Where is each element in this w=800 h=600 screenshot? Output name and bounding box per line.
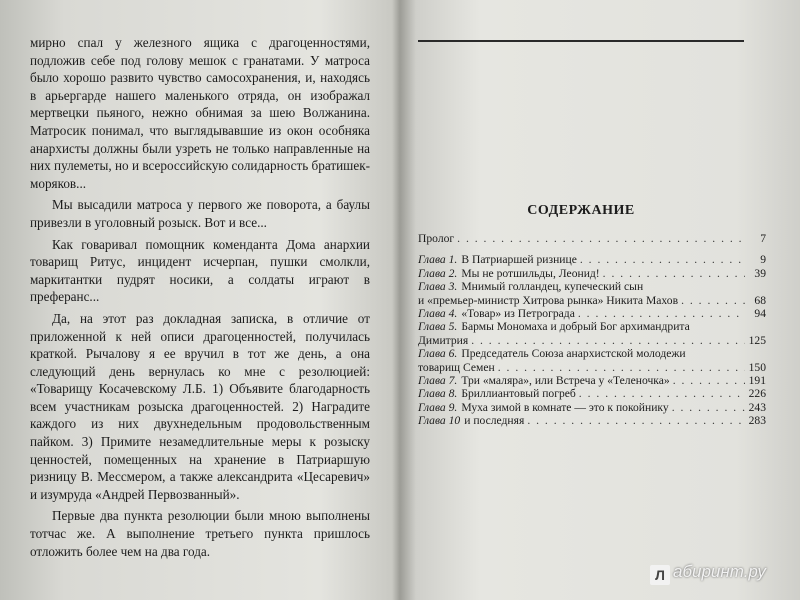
labirint-logo-icon: Л bbox=[650, 565, 670, 585]
toc-chapter: Глава 4. bbox=[418, 307, 458, 321]
dot-leader bbox=[498, 361, 745, 374]
toc-title: В Патриаршей ризнице bbox=[461, 253, 577, 267]
dot-leader bbox=[527, 414, 745, 427]
dot-leader bbox=[457, 232, 745, 245]
toc-page: 39 bbox=[754, 266, 766, 280]
toc-title: Три «маляра», или Встреча у «Теленочка» bbox=[461, 374, 670, 388]
toc-page: 125 bbox=[748, 333, 766, 347]
paragraph-2: Мы высадили матроса у первого же поворота, а баулы привезли в уголовный розыск. Вот и все... bbox=[30, 197, 370, 230]
dot-leader bbox=[673, 374, 745, 387]
toc-entry-7 bbox=[418, 374, 766, 387]
toc-title-continued: товарищ Семен bbox=[418, 360, 495, 374]
toc-entry-9 bbox=[418, 401, 766, 414]
toc-title: Пролог bbox=[418, 232, 455, 245]
toc-entry-4 bbox=[418, 307, 766, 320]
paragraph-4: Да, на этот раз докладная записка, в отличие от приложенной к ней описи драгоценностей, получилась краткой. Рычалову я ее вручил в тот же день, а она следующий день вернулась ко мне с резолюцией: «Товарищу Косачевскому Л.Б. 1) Объявите благодарность всем участникам розыска драгоценностей. 2) Наградите каждого из них двухнедельным продовольственным пайком. 3) Примите незамедлительные меры к розыску ценностей, помещенных на хранение в Патриаршую ризницу В. Мессмером, а также александрита «Цесаревич» и изумруда «Андрей Первозванный». bbox=[30, 310, 370, 502]
paragraph-3: Как говаривал помощник коменданта Дома анархии товарищ Ритус, инцидент исчерпан, пушки смолкли, маркитантки пудрят носики, а солдаты играют в преферанс... bbox=[30, 236, 370, 305]
toc-title-continued: Димитрия bbox=[418, 333, 469, 347]
toc-chapter: Глава 2. bbox=[418, 266, 458, 280]
toc-chapter: Глава 7. bbox=[418, 374, 458, 388]
toc-title: Председатель Союза анархистской молодежи bbox=[461, 347, 686, 361]
toc-title: и последняя bbox=[464, 414, 525, 428]
toc-entry-1 bbox=[418, 253, 766, 266]
toc-entry-2 bbox=[418, 267, 766, 280]
header-rule bbox=[418, 40, 744, 42]
toc-entry-5 bbox=[418, 320, 766, 347]
toc-title: Мнимый голландец, купеческий сын bbox=[461, 280, 644, 294]
toc-title: Бриллиантовый погреб bbox=[461, 387, 576, 401]
toc-chapter: Глава 10 bbox=[418, 414, 461, 428]
watermark-text: абиринт.ру bbox=[673, 562, 766, 581]
toc-chapter: Глава 3. bbox=[418, 280, 458, 294]
toc-title-continued: и «премьер-министр Хитрова рынка» Никита Махов bbox=[418, 293, 679, 307]
table-of-contents bbox=[418, 232, 766, 428]
dot-leader bbox=[471, 334, 745, 347]
dot-leader bbox=[672, 401, 745, 414]
toc-chapter: Глава 6. bbox=[418, 347, 458, 361]
left-page bbox=[0, 0, 395, 600]
toc-chapter: Глава 9. bbox=[418, 400, 458, 414]
toc-chapter: Глава 5. bbox=[418, 320, 458, 334]
toc-title: Муха зимой в комнате — это к покойнику bbox=[461, 400, 669, 414]
toc-page: 283 bbox=[748, 414, 766, 428]
toc-page: 226 bbox=[748, 387, 766, 401]
toc-entry-6 bbox=[418, 347, 766, 374]
toc-chapter: Глава 8. bbox=[418, 387, 458, 401]
toc-page: 7 bbox=[760, 232, 766, 245]
dot-leader bbox=[603, 267, 745, 280]
dot-leader bbox=[580, 253, 745, 266]
toc-heading: СОДЕРЖАНИЕ bbox=[527, 203, 635, 218]
toc-page: 9 bbox=[760, 253, 766, 267]
toc-page: 243 bbox=[748, 400, 766, 414]
toc-entry-10 bbox=[418, 414, 766, 427]
toc-entry-prologue bbox=[418, 232, 766, 245]
dot-leader bbox=[579, 387, 745, 400]
toc-page: 68 bbox=[754, 293, 766, 307]
labirint-watermark bbox=[650, 562, 790, 585]
dot-leader bbox=[578, 307, 745, 320]
paragraph-5: Первые два пункта резолюции были мною выполнены тотчас же. А выполнение третьего пункта пришлось отложить более чем на два года. bbox=[30, 508, 370, 559]
dot-leader bbox=[681, 294, 745, 307]
toc-title: Мы не ротшильды, Леонид! bbox=[461, 266, 600, 280]
paragraph-1: мирно спал у железного ящика с драгоценностями, подложив себе под голову мешок с гранатами. У матроса было хорошо развито чувство самосохранения, и, находясь в арьергарде нашего маленького отряда, он изображал мертвецки пьяного, нежно обнимая за шею Волжанина. Матросик понимал, что выглядывавшие из окон особняка анархисты должны были узреть не только направленные на них пулеметы, но и всероссийскую солидарность братишек-моряков... bbox=[30, 35, 370, 191]
toc-page: 150 bbox=[748, 360, 766, 374]
toc-chapter: Глава 1. bbox=[418, 253, 458, 267]
toc-title: «Товар» из Петрограда bbox=[461, 307, 575, 321]
toc-page: 94 bbox=[754, 307, 766, 321]
left-page-text bbox=[30, 34, 370, 560]
toc-page: 191 bbox=[748, 374, 766, 388]
toc-entry-3 bbox=[418, 280, 766, 307]
toc-entry-8 bbox=[418, 387, 766, 400]
toc-title: Бармы Мономаха и добрый Бог архимандрита bbox=[461, 320, 690, 334]
